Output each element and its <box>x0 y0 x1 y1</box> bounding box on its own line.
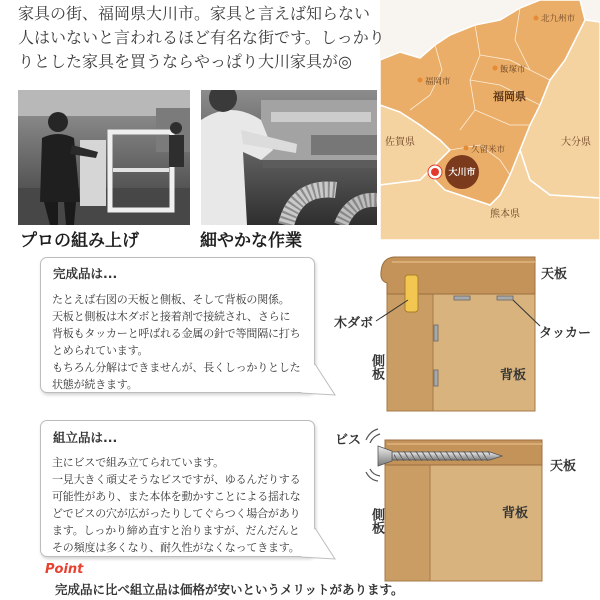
wood-dowel <box>405 275 418 312</box>
label-screw: ビス <box>335 433 362 448</box>
bubble-line: その頻度は多くなり、耐久性がなくなってきます。 <box>52 541 300 554</box>
label-top-board: 天板 <box>550 459 577 474</box>
bubble-tail <box>295 526 340 562</box>
map-label-saga-pref: 佐賀県 <box>385 137 415 148</box>
side-board <box>385 465 430 581</box>
bubble-title: 完成品は... <box>53 266 118 281</box>
intro-text <box>18 2 385 74</box>
staple <box>497 296 513 300</box>
diagram-assembled <box>330 418 590 590</box>
map-label-oita-pref: 大分県 <box>561 137 591 148</box>
label-side-board: 側板 <box>369 508 384 534</box>
bubble-line: 一見大きく頑丈そうなビスですが、ゆるんだりする <box>52 473 301 486</box>
label-back-board: 背板 <box>502 506 529 521</box>
map-label-iizuka: 飯塚市 <box>500 65 526 75</box>
staple <box>454 296 470 300</box>
bubble-line: たとえば右図の天板と側板、そして背板の関係。 <box>52 293 290 306</box>
map-label-kurume: 久留米市 <box>471 145 506 155</box>
point-text: 完成品に比べ組立品は価格が安いというメリットがあります。 <box>55 582 404 597</box>
label-top-board: 天板 <box>541 267 568 282</box>
staple <box>434 325 438 341</box>
region-map <box>380 0 600 240</box>
speech-bubble-finished <box>40 257 315 393</box>
intro-line: 人はいないと言われるほど有名な街です。しっかり <box>18 28 385 47</box>
bubble-line: 可能性があり、また本体を動かすことによる揺れな <box>52 490 301 503</box>
intro-line: 家具の街、福岡県大川市。家具と言えば知らない <box>18 4 371 23</box>
bubble-line: どでビスの穴が広がったりしてぐらつく場合があり <box>52 507 301 520</box>
bubble-line: 天板と側板は木ダボと接着剤で接続され、さらに <box>52 310 291 323</box>
machine <box>261 100 377 168</box>
map-label-kitakyushu: 北九州市 <box>541 14 576 24</box>
bubble-line: もちろん分解はできませんが、長くしっかりとした <box>52 361 301 374</box>
bubble-line: ます。しっかり締め直すと治りますが、だんだんと <box>52 524 300 537</box>
map-label-fukuoka-city: 福岡市 <box>425 77 451 87</box>
back-board <box>430 465 542 581</box>
label-back-board: 背板 <box>500 368 527 383</box>
okawa-marker <box>445 155 479 189</box>
worker-silhouette <box>169 122 184 167</box>
bubble-line: 主にビスで組み立てられています。 <box>52 456 224 469</box>
photo-caption: 細やかな作業 <box>200 231 302 251</box>
bubble-line: 状態が続きます。 <box>52 378 138 391</box>
photo-assembly <box>18 90 190 225</box>
map-label-fukuoka-pref: 福岡県 <box>493 90 526 103</box>
bubble-line: 背板もタッカーと呼ばれる金属の針で等間隔に打ち <box>52 327 301 340</box>
speech-bubble-assembled <box>40 420 315 557</box>
bubble-body <box>52 291 300 393</box>
photo-caption: プロの組み上げ <box>20 231 139 251</box>
label-side-board: 側板 <box>369 354 384 380</box>
map-label-kumamoto-pref: 熊本県 <box>490 209 520 220</box>
map-label-okawa: 大川市 <box>448 168 476 178</box>
staple <box>434 370 438 386</box>
point-label: Point <box>45 562 84 577</box>
bubble-body <box>52 454 300 556</box>
bubble-title: 組立品は... <box>53 430 118 445</box>
back-board <box>433 293 535 411</box>
label-dowel: 木ダボ <box>334 316 374 331</box>
bubble-line: とめられています。 <box>52 344 149 357</box>
location-pin-icon <box>428 165 442 179</box>
photo-detail-work <box>201 90 377 225</box>
label-tacker: タッカー <box>539 326 592 341</box>
intro-line: りとした家具を買うならやっぱり大川家具が◎ <box>18 52 352 71</box>
bubble-tail <box>295 362 340 398</box>
